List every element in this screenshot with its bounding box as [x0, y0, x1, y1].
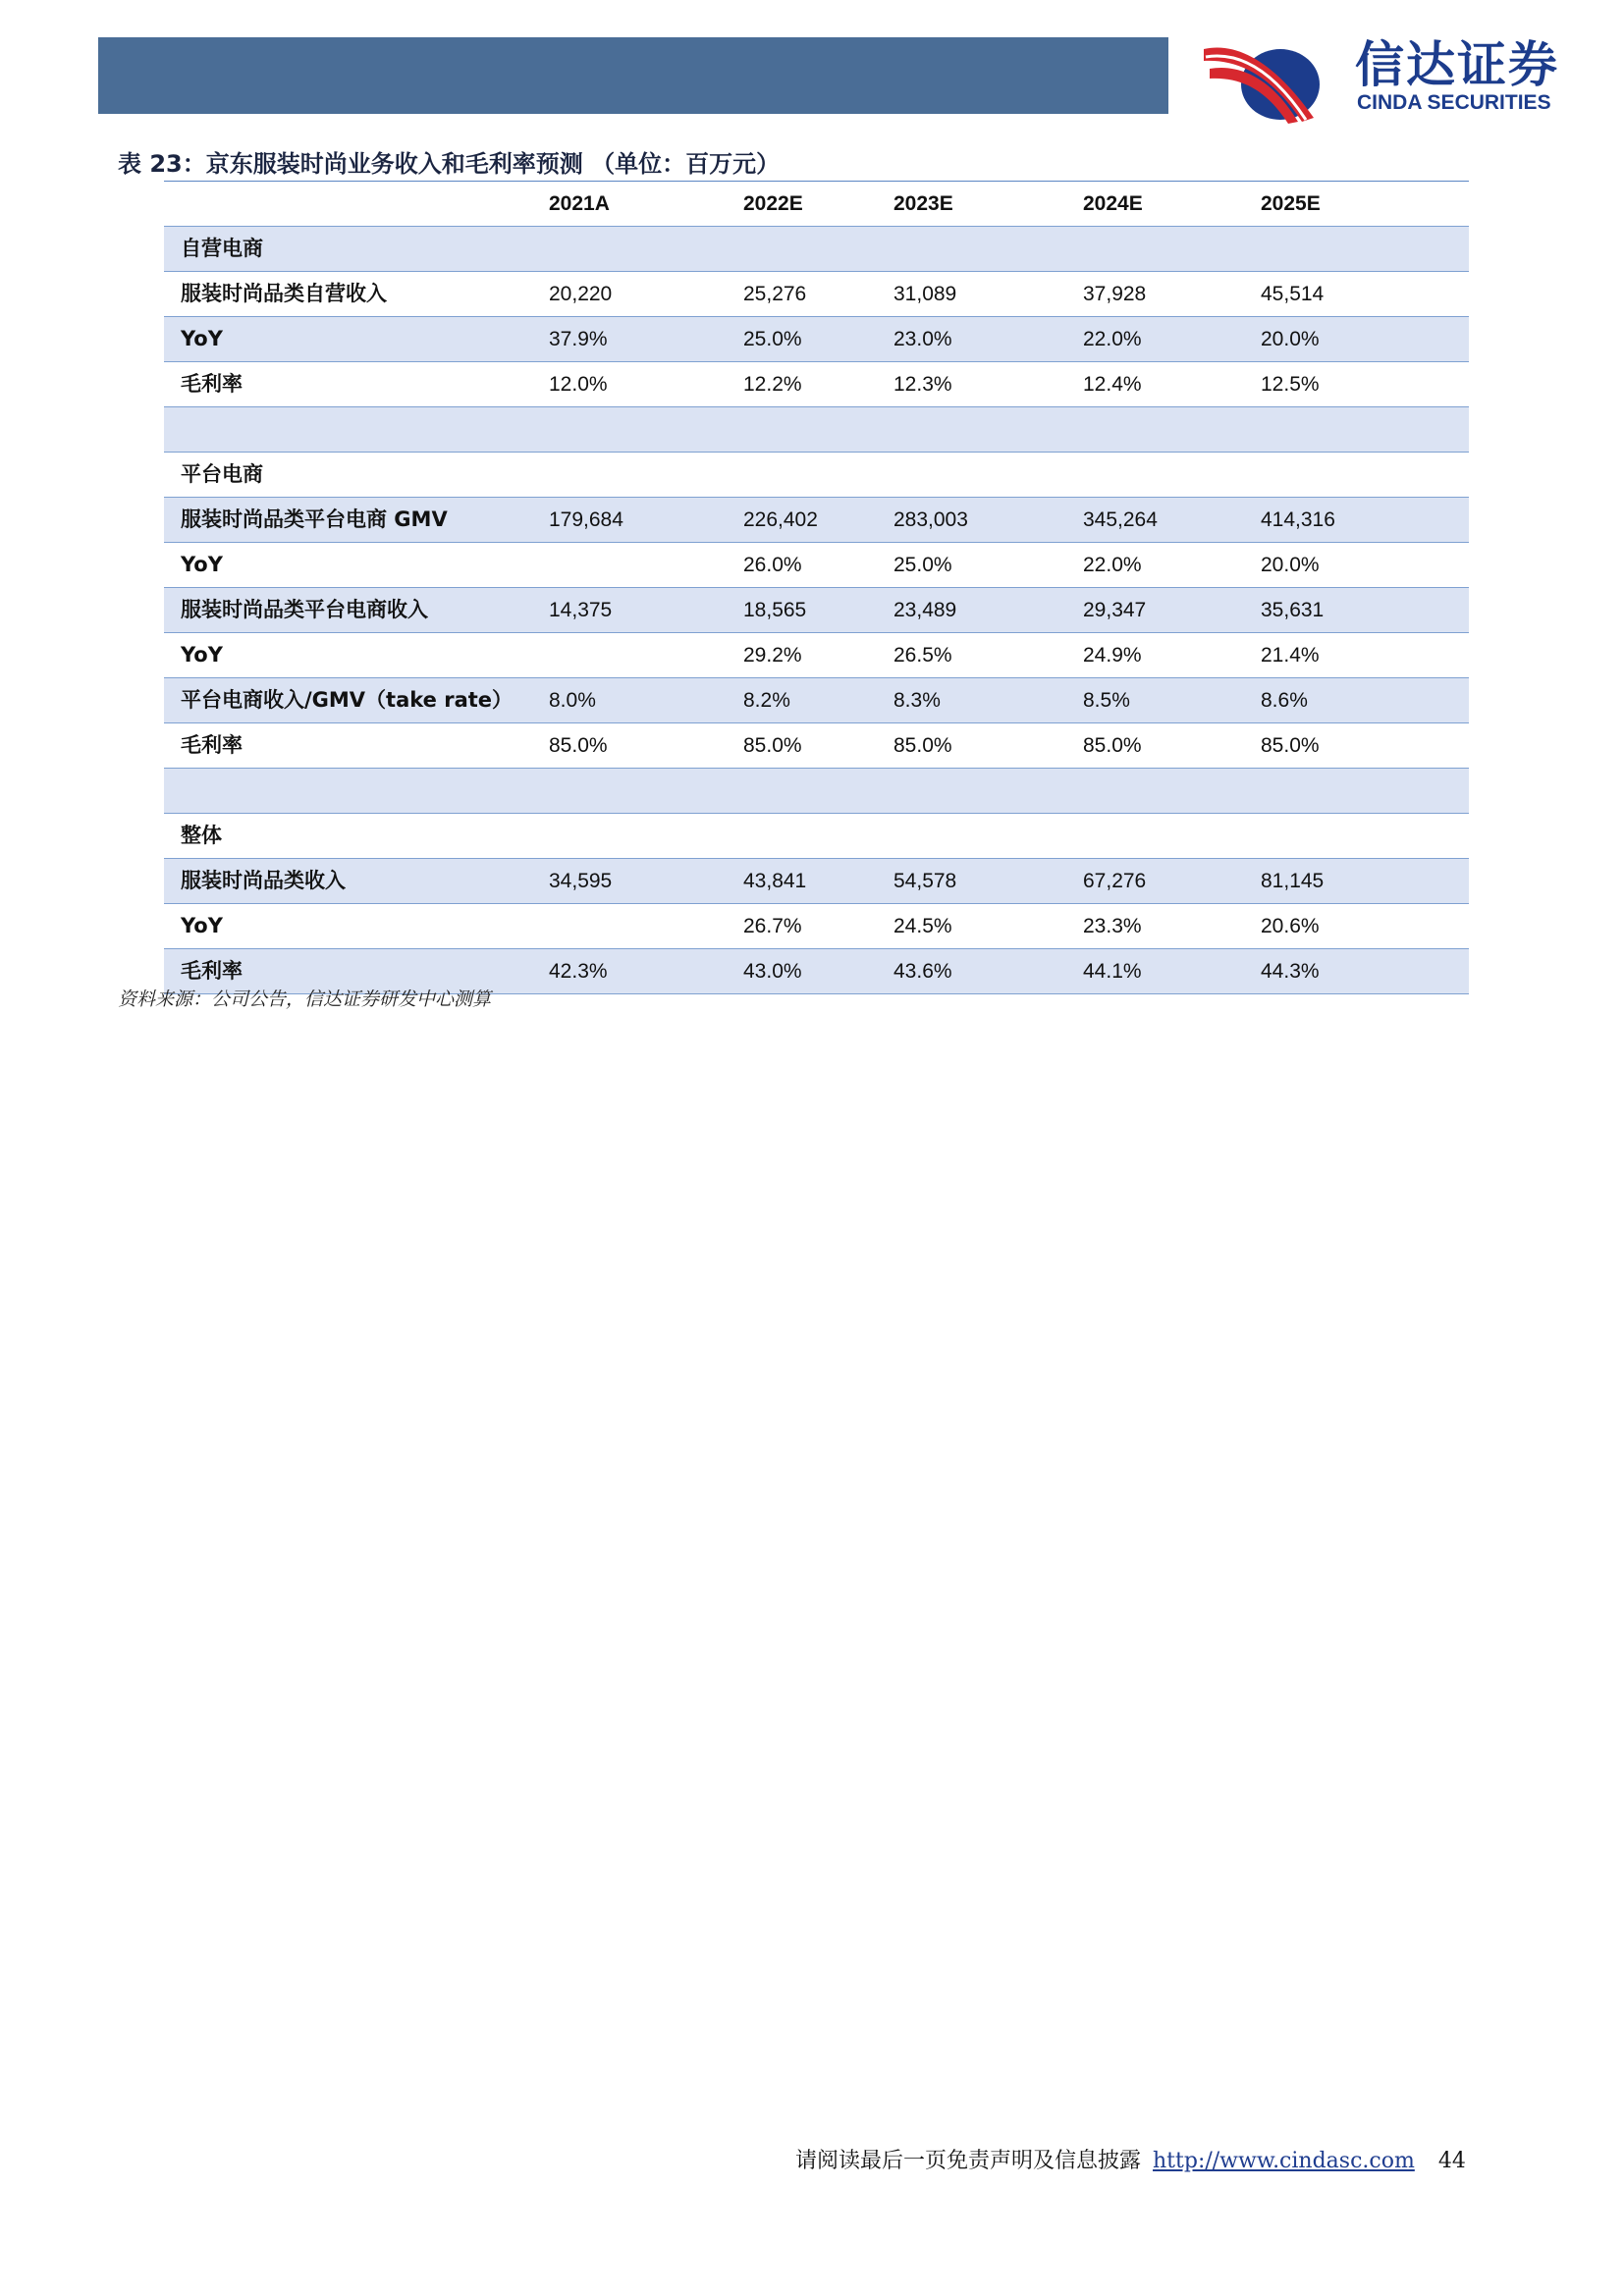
table-cell	[549, 453, 743, 498]
column-header	[164, 182, 549, 227]
table-row	[164, 588, 1469, 633]
table-cell	[1083, 769, 1261, 814]
table-cell: 8.5%	[1083, 678, 1261, 723]
table-cell: 37,928	[1083, 283, 1147, 305]
table-cell: 85.0%	[893, 734, 952, 757]
table-cell	[1261, 227, 1469, 272]
row-label: YoY	[181, 643, 223, 667]
table-cell	[893, 453, 1083, 498]
table-cell: 81,145	[1261, 859, 1469, 904]
table-cell: 25.0%	[893, 554, 952, 576]
table-cell	[549, 227, 743, 272]
table-cell	[743, 227, 893, 272]
table-cell: 20.6%	[1261, 915, 1320, 937]
row-label: YoY	[181, 914, 223, 937]
table-cell	[893, 227, 1083, 272]
table-cell: 21.4%	[1261, 644, 1320, 667]
table-cell: 8.0%	[549, 678, 743, 723]
source-note: 资料来源：公司公告，信达证券研发中心测算	[118, 988, 492, 1010]
table-row	[164, 453, 1469, 498]
table-row	[164, 543, 1469, 588]
table-cell	[893, 814, 1083, 859]
row-label: 自营电商	[164, 227, 549, 272]
table-cell: 12.3%	[893, 373, 952, 396]
table-cell: 22.0%	[1083, 554, 1142, 576]
table-cell: 22.0%	[1083, 317, 1261, 362]
table-row	[164, 362, 1469, 407]
row-label: 服装时尚品类收入	[164, 859, 549, 904]
table-cell: 85.0%	[743, 734, 802, 757]
table-row	[164, 317, 1469, 362]
table-cell	[743, 769, 893, 814]
row-label: 毛利率	[181, 372, 243, 396]
row-label: 服装时尚品类平台电商 GMV	[164, 498, 549, 543]
table-cell: 12.0%	[549, 373, 608, 396]
page-number: 44	[1437, 2149, 1466, 2173]
disclaimer-text: 请阅读最后一页免责声明及信息披露	[795, 2149, 1142, 2173]
table-cell: 44.1%	[1083, 949, 1261, 994]
table-cell	[549, 904, 743, 949]
table-row	[164, 904, 1469, 949]
table-cell: 20.0%	[1261, 317, 1469, 362]
column-header: 2025E	[1261, 182, 1469, 227]
table-row	[164, 859, 1469, 904]
column-header: 2021A	[549, 182, 743, 227]
table-row	[164, 227, 1469, 272]
table-body	[164, 227, 1469, 994]
forecast-table	[164, 181, 1469, 994]
table-cell: 43.0%	[743, 949, 893, 994]
table-cell: 44.3%	[1261, 949, 1469, 994]
table-cell: 8.3%	[893, 678, 1083, 723]
table-cell: 54,578	[893, 859, 1083, 904]
table-cell: 26.5%	[893, 644, 952, 667]
column-header: 2022E	[743, 182, 893, 227]
table-cell: 12.4%	[1083, 373, 1142, 396]
table-cell	[549, 407, 743, 453]
table-cell: 283,003	[893, 498, 1083, 543]
table-cell: 35,631	[1261, 588, 1469, 633]
table-cell	[549, 814, 743, 859]
row-label: 平台电商收入/GMV（take rate）	[164, 678, 549, 723]
row-label	[164, 769, 549, 814]
table-cell	[1083, 227, 1261, 272]
table-cell: 85.0%	[1261, 734, 1320, 757]
table-cell: 42.3%	[549, 949, 743, 994]
table-row	[164, 498, 1469, 543]
table-cell	[549, 633, 743, 678]
table-cell: 8.6%	[1261, 678, 1469, 723]
row-label: 服装时尚品类平台电商收入	[164, 588, 549, 633]
table-cell: 8.2%	[743, 678, 893, 723]
row-label	[164, 407, 549, 453]
table-cell: 34,595	[549, 859, 743, 904]
table-cell: 414,316	[1261, 498, 1469, 543]
column-header: 2023E	[893, 182, 1083, 227]
table-cell: 25,276	[743, 283, 807, 305]
table-cell: 12.2%	[743, 373, 802, 396]
row-label: YoY	[181, 553, 223, 576]
table-cell: 85.0%	[1083, 734, 1142, 757]
row-label: 毛利率	[164, 949, 549, 994]
table-row	[164, 272, 1469, 317]
table-cell	[743, 814, 893, 859]
table-cell: 12.5%	[1261, 373, 1320, 396]
table-cell: 25.0%	[743, 317, 893, 362]
table-cell	[1083, 453, 1261, 498]
table-cell	[1261, 769, 1469, 814]
row-label: 服装时尚品类自营收入	[181, 282, 387, 305]
table-row	[164, 407, 1469, 453]
table-cell	[893, 769, 1083, 814]
table-cell: 26.0%	[743, 554, 802, 576]
table-cell: 45,514	[1261, 283, 1325, 305]
table-cell: 24.9%	[1083, 644, 1142, 667]
table-cell	[1083, 407, 1261, 453]
column-header: 2024E	[1083, 182, 1261, 227]
row-label: 毛利率	[181, 733, 243, 757]
table-cell	[549, 543, 743, 588]
table-cell: 85.0%	[549, 734, 608, 757]
table-cell	[743, 407, 893, 453]
table-row	[164, 814, 1469, 859]
table-cell: 43,841	[743, 859, 893, 904]
website-link[interactable]: http://www.cindasc.com	[1153, 2149, 1415, 2173]
table-cell: 31,089	[893, 283, 957, 305]
table-cell: 43.6%	[893, 949, 1083, 994]
table-cell: 23.0%	[893, 317, 1083, 362]
table-cell: 18,565	[743, 588, 893, 633]
table-cell: 67,276	[1083, 859, 1261, 904]
row-label: YoY	[164, 317, 549, 362]
table-cell	[549, 769, 743, 814]
table-cell: 23,489	[893, 588, 1083, 633]
table-row	[164, 678, 1469, 723]
row-label: 平台电商	[181, 462, 263, 486]
table-cell: 24.5%	[893, 915, 952, 937]
table-cell: 14,375	[549, 588, 743, 633]
table-row	[164, 633, 1469, 678]
table-cell	[1261, 453, 1469, 498]
table-row	[164, 769, 1469, 814]
table-cell: 179,684	[549, 498, 743, 543]
table-title: 表 23：京东服装时尚业务收入和毛利率预测 （单位：百万元）	[118, 150, 781, 178]
table-cell	[1261, 814, 1469, 859]
table-cell	[1083, 814, 1261, 859]
table-cell: 226,402	[743, 498, 893, 543]
table-cell: 20.0%	[1261, 554, 1320, 576]
table-header-row	[164, 182, 1469, 227]
table-cell: 345,264	[1083, 498, 1261, 543]
table-cell: 23.3%	[1083, 915, 1142, 937]
row-label: 整体	[181, 824, 222, 847]
table-row	[164, 723, 1469, 769]
brand-logo	[1200, 31, 1593, 126]
header-bar	[98, 37, 1168, 114]
table-cell: 29.2%	[743, 644, 802, 667]
table-cell	[1261, 407, 1469, 453]
table-cell: 20,220	[549, 283, 613, 305]
table-cell: 29,347	[1083, 588, 1261, 633]
brand-name-en: CINDA SECURITIES	[1357, 91, 1551, 114]
table-cell	[893, 407, 1083, 453]
table-cell: 26.7%	[743, 915, 802, 937]
page-footer	[795, 2146, 1466, 2177]
brand-name-cn: 信达证券	[1355, 36, 1559, 93]
table-cell: 37.9%	[549, 317, 743, 362]
cinda-logo-icon	[1200, 31, 1329, 126]
table-cell	[743, 453, 893, 498]
